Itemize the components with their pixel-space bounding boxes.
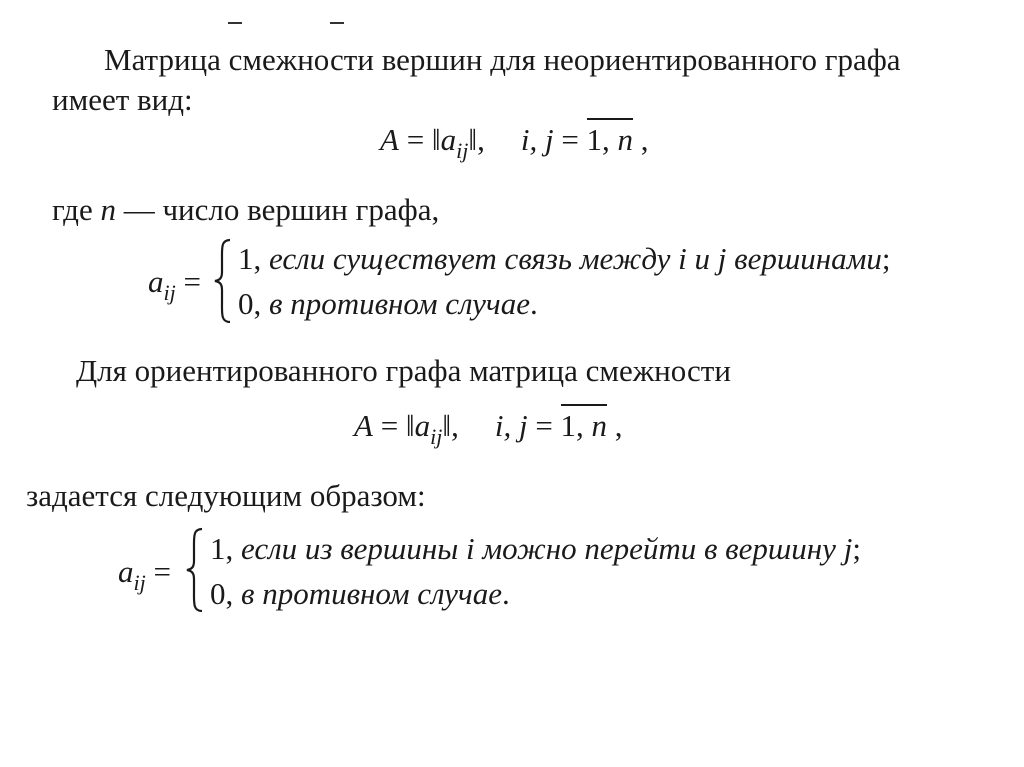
- formula-2: $A = ‖a_{ij}‖$, i, j = 1, n ,: [354, 410, 623, 441]
- formula-1: [380, 122, 649, 163]
- paragraph-2: Для ориентированного графа матрица смежности: [76, 353, 731, 388]
- top-fragment-mark: [228, 22, 242, 32]
- definition-2-case-1: 1, если из вершины i можно перейти в вершину j;: [210, 531, 861, 566]
- paragraph-1-line-1: Матрица смежности вершин для неориентированного графа: [104, 42, 901, 77]
- definition-2-lhs: $a_{ij}$ =: [118, 554, 171, 595]
- where-line: где n — число вершин графа,: [52, 192, 440, 227]
- formula-1-index: i, j: [520, 122, 554, 157]
- formula-1-range: 1, n: [587, 118, 634, 157]
- definition-1-lhs: $a_{ij}$ =: [148, 264, 201, 305]
- formula-2-subscript: ij: [430, 424, 443, 449]
- formula-1-norm-close: ‖,: [468, 122, 485, 157]
- formula-1-a: a: [440, 122, 457, 157]
- formula-1-lhs: A: [380, 122, 399, 157]
- paragraph-3: задается следующим образом:: [26, 478, 426, 513]
- definition-2-case-2: 0, в противном случае.: [210, 576, 510, 611]
- definition-1-case-2: 0, в противном случае.: [238, 286, 538, 321]
- formula-1-eq: = ‖: [398, 122, 441, 157]
- left-brace-icon: [184, 527, 206, 613]
- formula-2-range: 1, n: [561, 404, 608, 443]
- formula-1-subscript: ij: [456, 138, 469, 163]
- top-fragment-mark: [330, 22, 344, 32]
- formula-1-tail: ,: [633, 122, 649, 157]
- definition-1-case-1: 1, если существует связь между i и j вершинами;: [238, 241, 891, 276]
- formula-1-eq2: =: [553, 122, 587, 157]
- left-brace-icon: [212, 238, 234, 324]
- paragraph-1-line-2: имеет вид:: [52, 82, 193, 117]
